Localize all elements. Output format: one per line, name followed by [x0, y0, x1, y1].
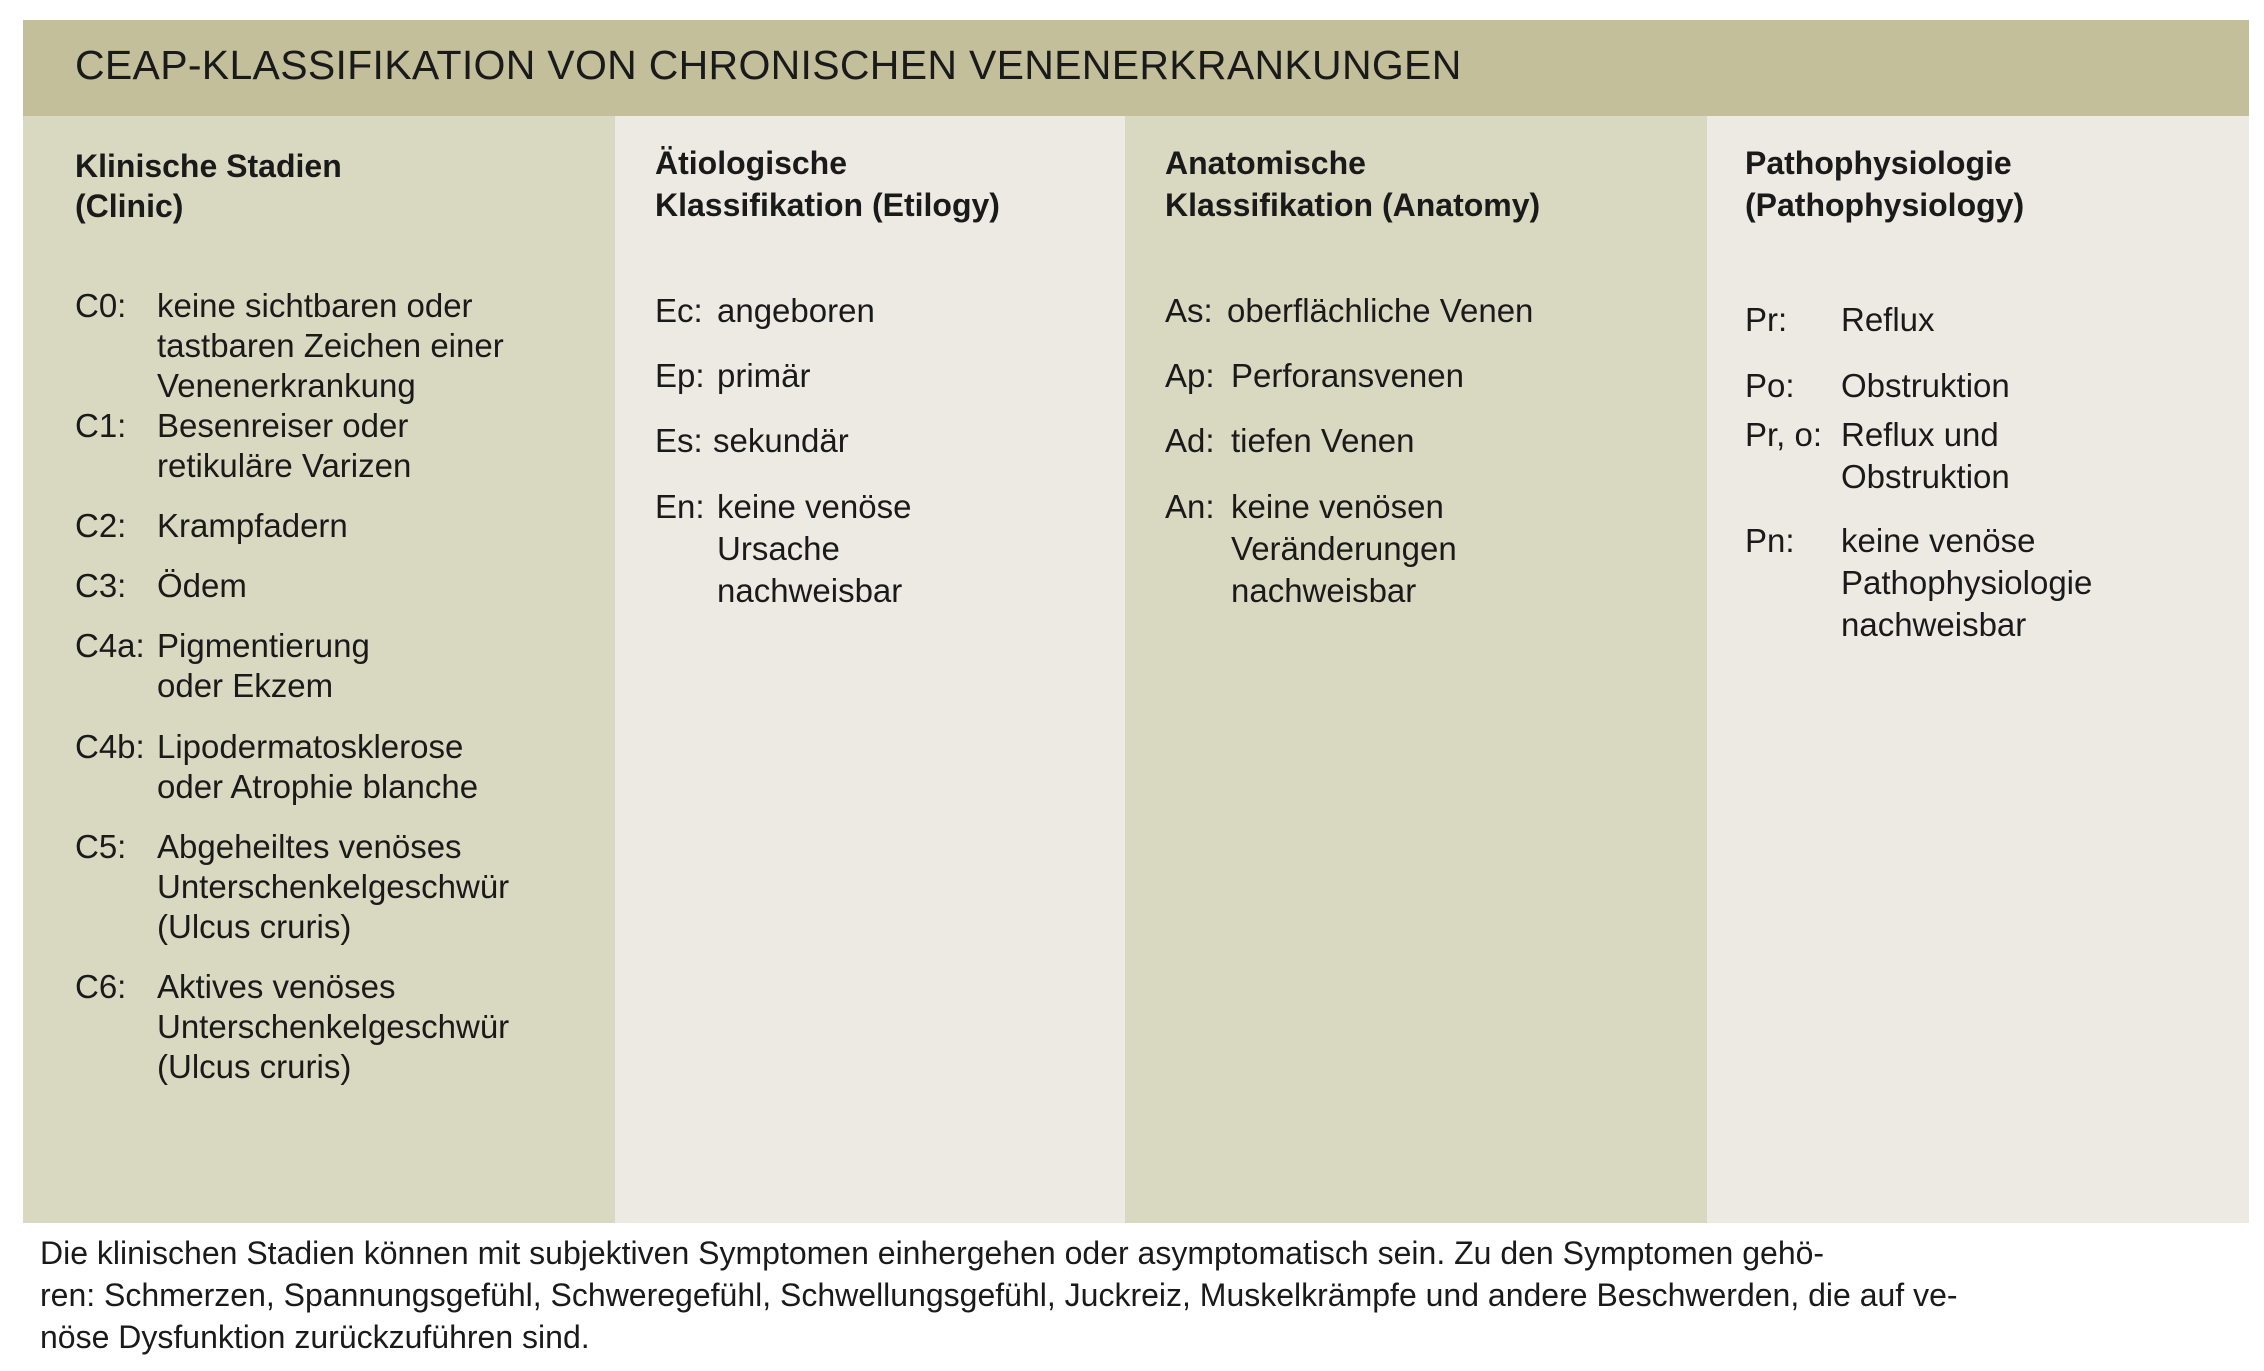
desc-line: Reflux [1841, 301, 1935, 338]
desc-line: Reflux und [1841, 416, 1999, 453]
entry-description [157, 566, 247, 606]
column-heading [1745, 142, 2024, 226]
desc-line: primär [717, 357, 811, 394]
entry-description [1227, 290, 1533, 332]
entry-description [157, 286, 504, 406]
desc-line: nachweisbar [1841, 606, 2027, 643]
entry-description [717, 486, 911, 612]
desc-line: tastbaren Zeichen einer [157, 327, 504, 364]
entry-code: C4b: [75, 728, 145, 765]
entry-code: C6: [75, 968, 127, 1005]
desc-line: Pathophysiologie [1841, 564, 2093, 601]
desc-line: Perforansvenen [1231, 357, 1464, 394]
entry-code: Ad: [1165, 422, 1215, 459]
heading-line: Klassifikation (Anatomy) [1165, 187, 1541, 223]
desc-line: Pigmentierung [157, 627, 370, 664]
desc-line: Obstruktion [1841, 458, 2010, 495]
heading-line: Klinische Stadien [75, 148, 342, 184]
table-title: CEAP-KLASSIFIKATION VON CHRONISCHEN VENENERKRANKUNGEN [75, 42, 1462, 88]
desc-line: retikuläre Varizen [157, 447, 412, 484]
entry-code: As: [1165, 292, 1213, 329]
entry-description [1231, 486, 1457, 612]
desc-line: (Ulcus cruris) [157, 908, 352, 945]
footnote [40, 1232, 1958, 1358]
entry-description [1841, 414, 2010, 498]
desc-line: Veränderungen [1231, 530, 1457, 567]
entry-code: C4a: [75, 627, 145, 664]
entry-description [157, 626, 370, 706]
desc-line: tiefen Venen [1231, 422, 1415, 459]
heading-line: (Clinic) [75, 188, 184, 224]
desc-line: keine sichtbaren oder [157, 287, 473, 324]
desc-line: oder Atrophie blanche [157, 768, 479, 805]
desc-line: Obstruktion [1841, 367, 2010, 404]
heading-line: (Pathophysiology) [1745, 187, 2025, 223]
entry-description [157, 727, 478, 807]
entry-code: C5: [75, 828, 127, 865]
entry-description [157, 827, 509, 947]
desc-line: angeboren [717, 292, 875, 329]
desc-line: Abgeheiltes venöses [157, 828, 462, 865]
entry-description [1841, 299, 1935, 341]
entry-code: C2: [75, 507, 127, 544]
desc-line: Venenerkrankung [157, 367, 416, 404]
desc-line: oberflächliche Venen [1227, 292, 1534, 329]
column-heading [75, 146, 342, 226]
entry-code: Ec: [655, 292, 703, 329]
desc-line: (Ulcus cruris) [157, 1048, 352, 1085]
desc-line: Ödem [157, 567, 247, 604]
ceap-table [23, 20, 2249, 1223]
entry-code: Pn: [1745, 522, 1795, 559]
entry-code: Ap: [1165, 357, 1215, 394]
footnote-line: ren: Schmerzen, Spannungsgefühl, Schweregefühl, Schwellungsgefühl, Juckreiz, Muskelkrämpfe und andere Beschwerden, die auf ve- [40, 1277, 1958, 1313]
desc-line: Aktives venöses [157, 968, 396, 1005]
heading-line: Anatomische [1165, 145, 1366, 181]
desc-line: keine venöse [1841, 522, 2036, 559]
entry-description [1841, 365, 2010, 407]
entry-code: Pr, o: [1745, 416, 1823, 453]
entry-description [713, 420, 849, 462]
entry-description [1231, 355, 1464, 397]
desc-line: Ursache [717, 530, 840, 567]
desc-line: Lipodermatosklerose [157, 728, 464, 765]
column-heading [655, 142, 1000, 226]
desc-line: nachweisbar [1231, 572, 1417, 609]
column-etiology [615, 116, 1125, 1223]
entry-description [157, 406, 411, 486]
entry-code: Es: [655, 422, 703, 459]
entry-code: Pr: [1745, 301, 1788, 338]
footnote-line: Die klinischen Stadien können mit subjektiven Symptomen einhergehen oder asymptomatisch sein. Zu den Symptomen gehö- [40, 1235, 1825, 1271]
heading-line: Klassifikation (Etilogy) [655, 187, 1000, 223]
title-bar [23, 20, 2249, 116]
desc-line: keine venöse [717, 488, 912, 525]
entry-code: Ep: [655, 357, 705, 394]
entry-description [157, 506, 348, 546]
footnote-line: nöse Dysfunktion zurückzuführen sind. [40, 1319, 590, 1355]
column-heading [1165, 142, 1540, 226]
desc-line: Unterschenkelgeschwür [157, 1008, 510, 1045]
entry-description [717, 355, 811, 397]
desc-line: Besenreiser oder [157, 407, 409, 444]
entry-code: An: [1165, 488, 1215, 525]
heading-line: Pathophysiologie [1745, 145, 2012, 181]
entry-code: En: [655, 488, 705, 525]
column-anatomy [1125, 116, 1707, 1223]
column-clinic [23, 116, 615, 1223]
entry-description [157, 967, 509, 1087]
entry-description [1841, 520, 2092, 646]
desc-line: keine venösen [1231, 488, 1444, 525]
entry-code: C1: [75, 407, 127, 444]
heading-line: Ätiologische [655, 145, 848, 181]
desc-line: Krampfadern [157, 507, 348, 544]
desc-line: oder Ekzem [157, 667, 334, 704]
entry-description [717, 290, 875, 332]
entry-code: C0: [75, 287, 127, 324]
desc-line: nachweisbar [717, 572, 903, 609]
entry-code: Po: [1745, 367, 1795, 404]
entry-code: C3: [75, 567, 127, 604]
desc-line: Unterschenkelgeschwür [157, 868, 510, 905]
entry-description [1231, 420, 1415, 462]
desc-line: sekundär [713, 422, 849, 459]
column-pathophysiology [1707, 116, 2249, 1223]
